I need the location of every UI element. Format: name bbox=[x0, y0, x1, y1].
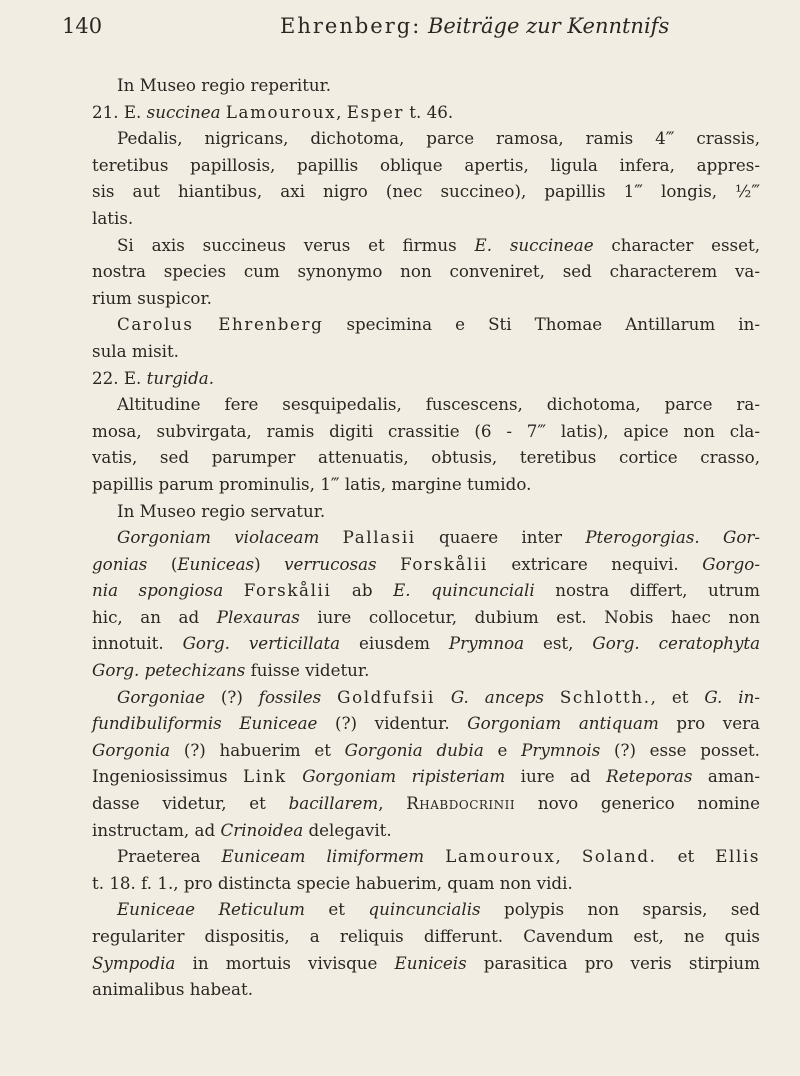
entry-heading-21: 21. E. succinea Lamouroux, Esper t. 46. bbox=[92, 101, 454, 122]
text-line: gonias (Euniceas) verrucosas Forskålii extricare nequivi. Gorgo- bbox=[92, 553, 760, 574]
header-title bbox=[280, 14, 669, 38]
text-line: Altitudine fere sesquipedalis, fuscescens, dichotoma, parce ra- bbox=[117, 394, 760, 415]
text-line: sis aut hiantibus, axi nigro (nec succineo), papillis 1‴ longis, ½‴ bbox=[92, 181, 760, 202]
text-line: Sympodia in mortuis vivisque Euniceis parasitica pro veris stirpium bbox=[92, 952, 761, 973]
text-line: innotuit. Gorg. verticillata eiusdem Prymnoa est, Gorg. ceratophyta bbox=[92, 633, 761, 654]
text-line: vatis, sed parumper attenuatis, obtusis, teretibus cortice crasso, bbox=[92, 447, 760, 468]
text-line: Euniceae Reticulum et quincuncialis polypis non sparsis, sed bbox=[117, 899, 760, 920]
text-line: instructam, ad Crinoidea delegavit. bbox=[92, 819, 392, 840]
text-line: mosa, subvirgata, ramis digiti crassitie (6 - 7‴ latis), apice non cla- bbox=[92, 420, 760, 441]
text-line: nia spongiosa Forskålii ab E. quincunciali nostra differt, utrum bbox=[92, 580, 760, 601]
text-line: t. 18. f. 1., pro distincta specie habuerim, quam non vidi. bbox=[92, 872, 573, 893]
text-line: Carolus Ehrenberg specimina e Sti Thomae Antillarum in- bbox=[117, 314, 760, 335]
text-line: dasse videtur, et bacillarem, Rhabdocrinii novo generico nomine bbox=[92, 793, 761, 814]
page-number: 140 bbox=[62, 14, 103, 38]
text-line: nostra species cum synonymo non conveniret, sed characterem va- bbox=[92, 261, 760, 282]
text-line: animalibus habeat. bbox=[92, 979, 253, 1000]
text-line: fundibuliformis Euniceae (?) videntur. Gorgoniam antiquam pro vera bbox=[92, 713, 761, 734]
text-line: rium suspicor. bbox=[92, 287, 212, 308]
text-line: Si axis succineus verus et firmus E. succineae character esset, bbox=[117, 234, 760, 255]
text-line: Praeterea Euniceam limiformem Lamouroux, Soland. et Ellis bbox=[117, 846, 760, 867]
text-line: In Museo regio servatur. bbox=[117, 500, 326, 521]
text-line: regulariter dispositis, a reliquis differunt. Cavendum est, ne quis bbox=[92, 926, 760, 946]
text-line: sula misit. bbox=[92, 340, 179, 361]
text-line: Ingeniosissimus Link Gorgoniam ripisteriam iure ad Reteporas aman- bbox=[92, 766, 761, 787]
text-line: hic, an ad Plexauras iure collocetur, dubium est. Nobis haec non bbox=[92, 606, 760, 627]
running-header bbox=[62, 14, 758, 44]
text-line: Gorgoniae (?) fossiles Goldfufsii G. anceps Schlotth., et G. in- bbox=[117, 686, 760, 707]
text-line: Gorgoniam violaceam Pallasii quaere inter Pterogorgias. Gor- bbox=[117, 527, 761, 548]
text-line: teretibus papillosis, papillis oblique apertis, ligula infera, appres- bbox=[92, 154, 760, 175]
entry-heading-22: 22. E. turgida. bbox=[92, 367, 215, 388]
header-author: Ehrenberg: bbox=[280, 14, 422, 38]
text-line: Gorg. petechizans fuisse videtur. bbox=[92, 660, 370, 681]
page-body bbox=[92, 72, 760, 1003]
text-line: Gorgonia (?) habuerim et Gorgonia dubia e Prymnois (?) esse posset. bbox=[92, 739, 760, 760]
text-line: Pedalis, nigricans, dichotoma, parce ramosa, ramis 4‴ crassis, bbox=[117, 128, 760, 149]
text-line: latis. bbox=[92, 207, 134, 228]
text-line: papillis parum prominulis, 1‴ latis, margine tumido. bbox=[92, 473, 532, 494]
header-book-title: Beiträge zur Kenntnifs bbox=[427, 14, 670, 38]
text-line: In Museo regio reperitur. bbox=[117, 75, 332, 95]
